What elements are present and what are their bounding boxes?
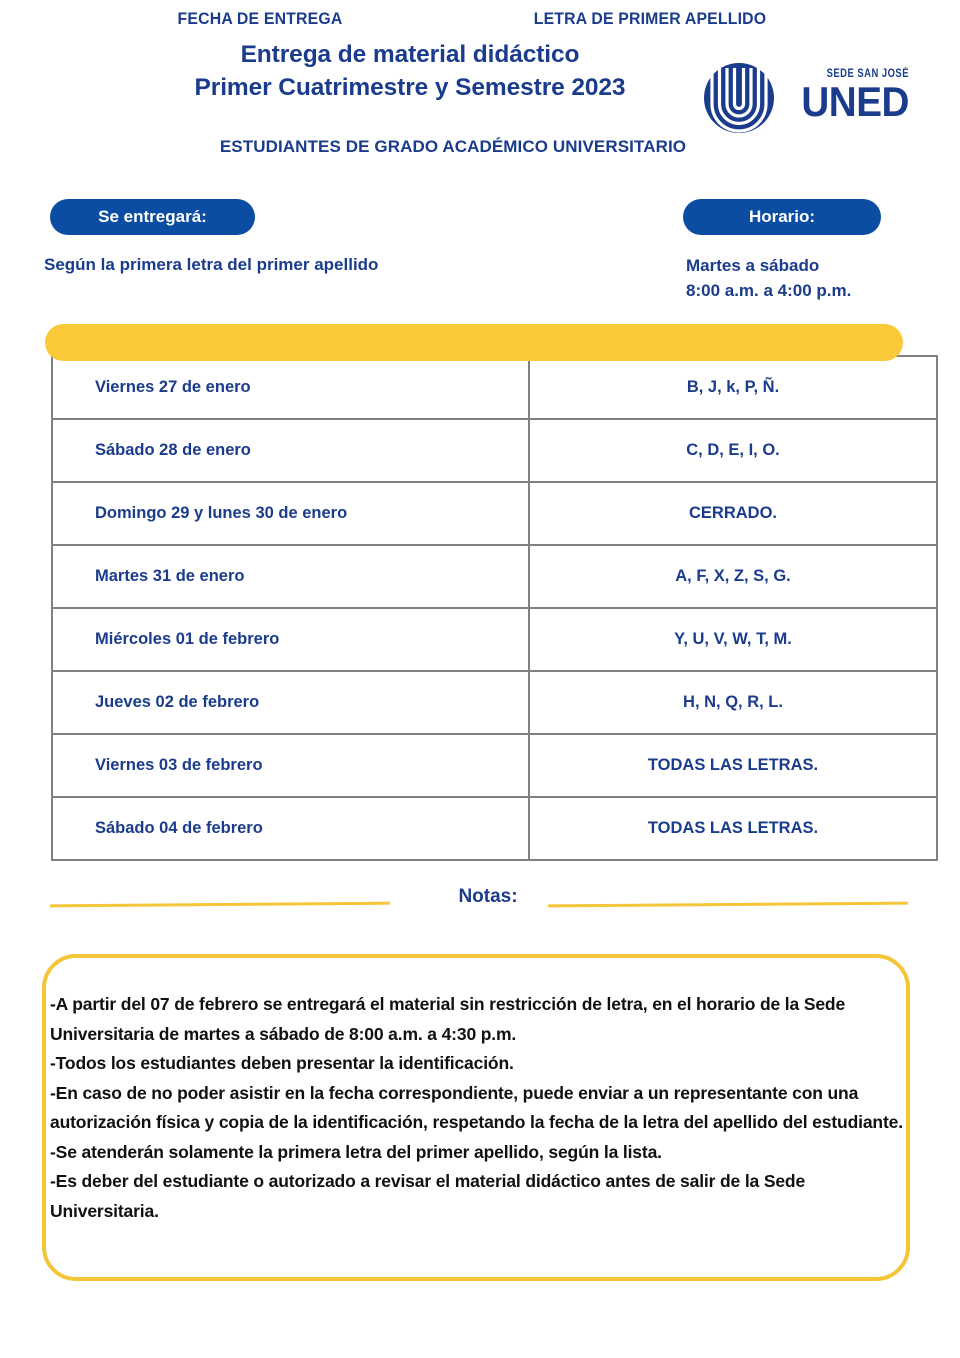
note-line: -Es deber del estudiante o autorizado a revisar el material didáctico antes de salir de la Sede Universitaria. <box>50 1171 806 1221</box>
table-cell-date: Jueves 02 de febrero <box>52 671 529 734</box>
table-cell-date: Domingo 29 y lunes 30 de enero <box>52 482 529 545</box>
table-cell-letters: CERRADO. <box>529 482 937 545</box>
table-cell-date: Viernes 03 de febrero <box>52 734 529 797</box>
table-row <box>52 482 937 545</box>
schedule-table-body <box>52 356 937 860</box>
page-title-line-1: Entrega de material didáctico <box>240 41 580 68</box>
uned-wordmark <box>781 68 909 123</box>
horario-value <box>686 253 851 303</box>
table-cell-date: Sábado 28 de enero <box>52 419 529 482</box>
page-title <box>130 38 690 104</box>
table-cell-letters: C, D, E, I, O. <box>529 419 937 482</box>
badge-horario: Horario: <box>683 199 881 235</box>
note-line: -A partir del 07 de febrero se entregará el material sin restricción de letra, en el horario de la Sede Universitaria de martes a sábado de 8:00 a.m. a 4:30 p.m. <box>50 994 846 1044</box>
table-row <box>52 671 937 734</box>
entrega-criteria-text: Según la primera letra del primer apellido <box>44 255 379 274</box>
notes-text <box>50 990 906 1226</box>
page-subtitle: ESTUDIANTES DE GRADO ACADÉMICO UNIVERSITARIO <box>219 137 687 156</box>
table-cell-letters: B, J, k, P, Ñ. <box>529 356 937 419</box>
schedule-table <box>51 355 938 861</box>
table-row <box>52 608 937 671</box>
table-row <box>52 734 937 797</box>
horario-hours: 8:00 a.m. a 4:00 p.m. <box>686 281 852 300</box>
horario-days: Martes a sábado <box>686 256 820 275</box>
note-line: -Todos los estudiantes deben presentar la identificación. <box>50 1053 514 1073</box>
table-header-fecha: FECHA DE ENTREGA <box>177 9 343 28</box>
badge-se-entregara: Se entregará: <box>50 199 255 235</box>
table-header-letra: LETRA DE PRIMER APELLIDO <box>533 9 767 28</box>
table-row <box>52 545 937 608</box>
note-line: -En caso de no poder asistir en la fecha correspondiente, puede enviar a un representante con una autorización física y copia de la identificación, respetando la fecha de la letra del apellido del estudiante. <box>50 1082 903 1132</box>
schedule-table-header-bar <box>45 324 903 361</box>
uned-name-label: UNED <box>801 78 909 125</box>
table-cell-letters: A, F, X, Z, S, G. <box>529 545 937 608</box>
table-cell-date: Miércoles 01 de febrero <box>52 608 529 671</box>
uned-logo <box>703 58 908 136</box>
table-cell-date: Martes 31 de enero <box>52 545 529 608</box>
table-row <box>52 797 937 860</box>
note-line: -Se atenderán solamente la primera letra del primer apellido, según la lista. <box>50 1141 662 1162</box>
table-cell-date: Sábado 04 de febrero <box>52 797 529 860</box>
table-row <box>52 356 937 419</box>
table-cell-date: Viernes 27 de enero <box>52 356 529 419</box>
table-cell-letters: TODAS LAS LETRAS. <box>529 797 937 860</box>
schedule-table-wrapper <box>51 355 891 842</box>
page-header <box>0 28 960 125</box>
notas-divider <box>50 886 910 920</box>
notas-divider-line-left <box>50 902 390 908</box>
table-row <box>52 419 937 482</box>
table-cell-letters: H, N, Q, R, L. <box>529 671 937 734</box>
uned-sede-label: SEDE SAN JOSÉ <box>826 68 909 80</box>
notas-label: Notas: <box>458 886 518 907</box>
page-title-line-2: Primer Cuatrimestre y Semestre 2023 <box>194 74 626 101</box>
table-cell-letters: Y, U, V, W, T, M. <box>529 608 937 671</box>
notas-divider-line-right <box>548 902 908 908</box>
uned-emblem-icon <box>703 62 775 134</box>
table-cell-letters: TODAS LAS LETRAS. <box>529 734 937 797</box>
